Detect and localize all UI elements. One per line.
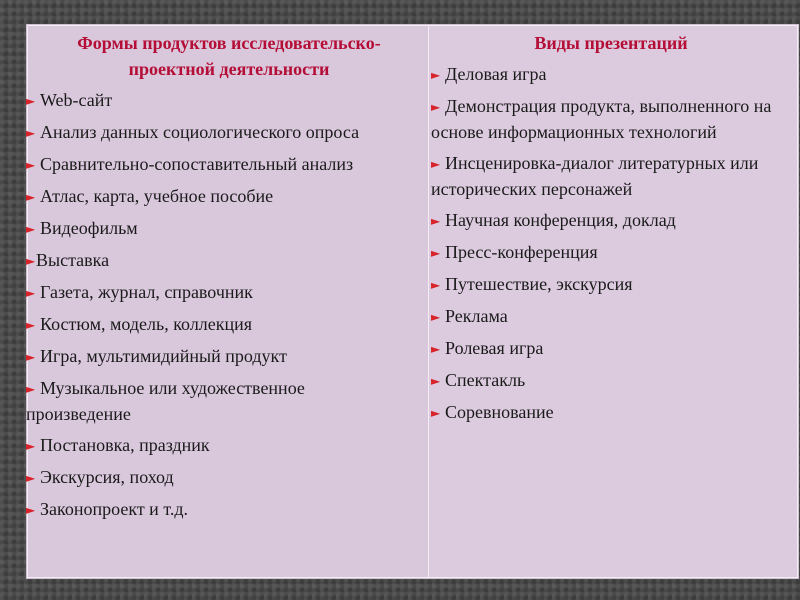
triangle-bullet-icon: ► <box>26 318 36 332</box>
triangle-bullet-icon: ► <box>431 246 441 260</box>
list-item <box>18 433 396 459</box>
triangle-bullet-icon: ► <box>431 374 441 388</box>
right-column <box>429 26 797 577</box>
triangle-bullet-icon: ► <box>26 190 36 204</box>
right-column-header: Виды презентаций <box>534 33 688 53</box>
triangle-bullet-icon: ► <box>431 100 441 114</box>
list-item <box>18 152 396 178</box>
triangle-bullet-icon: ► <box>26 126 36 140</box>
list-item <box>18 184 396 210</box>
list-item-text: Видеофильм <box>40 218 138 238</box>
triangle-bullet-icon: ► <box>26 439 36 453</box>
triangle-bullet-icon: ► <box>26 350 36 364</box>
right-item-list <box>423 62 797 426</box>
list-item-text: Сравнительно-сопоставительный анализ <box>40 154 354 174</box>
list-item <box>423 400 800 426</box>
triangle-bullet-icon: ► <box>26 254 36 268</box>
list-item <box>18 88 396 114</box>
list-item-text: Реклама <box>445 306 508 326</box>
triangle-bullet-icon: ► <box>26 222 36 236</box>
list-item-text: Законопроект и т.д. <box>40 499 188 519</box>
triangle-bullet-icon: ► <box>26 382 36 396</box>
list-item-text: Соревнование <box>445 402 554 422</box>
list-item-text: Игра, мультимидийный продукт <box>40 346 287 366</box>
triangle-bullet-icon: ► <box>431 157 441 171</box>
list-item <box>18 497 396 523</box>
list-item-text: Деловая игра <box>445 64 547 84</box>
left-column <box>28 26 429 577</box>
list-item <box>423 62 800 88</box>
list-item-text: Газета, журнал, справочник <box>40 282 253 302</box>
triangle-bullet-icon: ► <box>431 278 441 292</box>
list-item <box>423 336 800 362</box>
list-item-text: Web-сайт <box>40 90 113 110</box>
list-item <box>18 216 396 242</box>
list-item-text: Атлас, карта, учебное пособие <box>40 186 274 206</box>
left-column-header: Формы продуктов исследовательско-проектной деятельности <box>77 33 381 79</box>
list-item <box>18 376 396 427</box>
triangle-bullet-icon: ► <box>26 471 36 485</box>
triangle-bullet-icon: ► <box>431 68 441 82</box>
triangle-bullet-icon: ► <box>26 94 36 108</box>
list-item <box>423 94 800 145</box>
list-item <box>423 368 800 394</box>
list-item-text: Ролевая игра <box>445 338 544 358</box>
triangle-bullet-icon: ► <box>26 286 36 300</box>
list-item <box>423 304 800 330</box>
list-item-text: Экскурсия, поход <box>40 467 174 487</box>
list-item <box>18 465 396 491</box>
list-item <box>423 151 800 202</box>
list-item-text: Научная конференция, доклад <box>445 210 676 230</box>
list-item <box>18 120 396 146</box>
list-item <box>423 272 800 298</box>
list-item-text: Выставка <box>36 250 110 270</box>
list-item <box>423 240 800 266</box>
list-item <box>18 248 396 274</box>
list-item-text: Анализ данных социологического опроса <box>40 122 360 142</box>
comparison-table <box>27 25 798 578</box>
triangle-bullet-icon: ► <box>26 503 36 517</box>
list-item <box>18 280 396 306</box>
list-item-text: Пресс-конференция <box>445 242 598 262</box>
triangle-bullet-icon: ► <box>431 406 441 420</box>
triangle-bullet-icon: ► <box>431 214 441 228</box>
left-item-list <box>18 88 428 523</box>
triangle-bullet-icon: ► <box>431 310 441 324</box>
list-item-text: Постановка, праздник <box>40 435 210 455</box>
list-item-text: Инсценировка-диалог литературных или исторических персонажей <box>431 153 759 199</box>
list-item-text: Путешествие, экскурсия <box>445 274 633 294</box>
list-item <box>18 312 396 338</box>
list-item-text: Музыкальное или художественное произведение <box>26 378 305 424</box>
list-item-text: Демонстрация продукта, выполненного на основе информационных технологий <box>431 96 772 142</box>
list-item <box>18 344 396 370</box>
triangle-bullet-icon: ► <box>26 158 36 172</box>
list-item <box>423 208 800 234</box>
triangle-bullet-icon: ► <box>431 342 441 356</box>
list-item-text: Костюм, модель, коллекция <box>40 314 253 334</box>
list-item-text: Спектакль <box>445 370 526 390</box>
